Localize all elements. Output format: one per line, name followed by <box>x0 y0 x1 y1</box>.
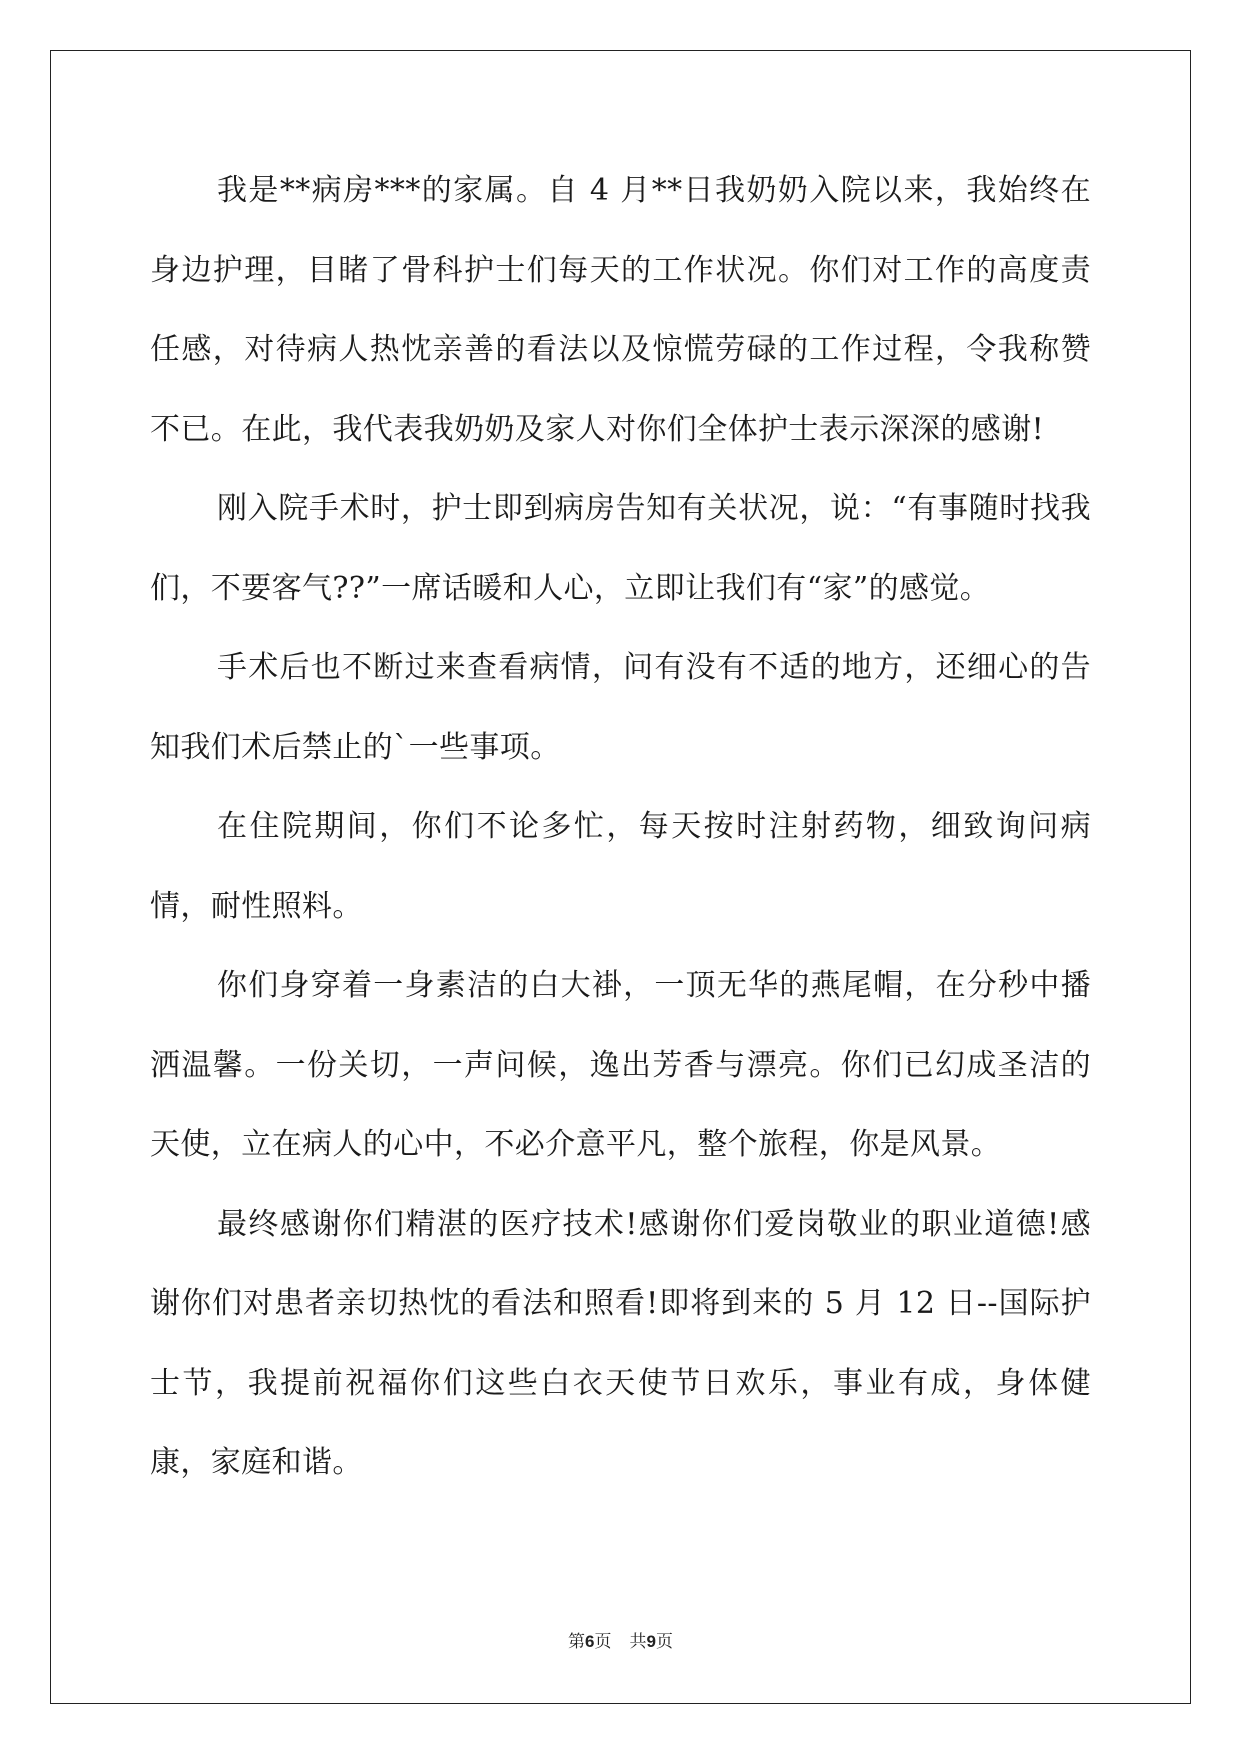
document-body <box>150 151 1091 1503</box>
paragraph: 我是**病房***的家属。自 4 月**日我奶奶入院以来，我始终在身边护理，目睹了骨科护士们每天的工作状况。你们对工作的高度责任感，对待病人热忱亲善的看法以及惊慌劳碌的工作过程，令我称赞不已。在此，我代表我奶奶及家人对你们全体护士表示深深的感谢! <box>150 173 1091 447</box>
total-page-count: 9 <box>646 1632 656 1651</box>
total-pages-suffix: 页 <box>655 1632 673 1652</box>
paragraph: 你们身穿着一身素洁的白大褂，一顶无华的燕尾帽，在分秒中播洒温馨。一份关切，一声问候，逸出芳香与漂亮。你们已幻成圣洁的天使，立在病人的心中，不必介意平凡，整个旅程，你是风景。 <box>150 968 1091 1162</box>
page-footer <box>0 1627 1241 1652</box>
paragraph: 最终感谢你们精湛的医疗技术!感谢你们爱岗敬业的职业道德!感谢你们对患者亲切热忱的看法和照看!即将到来的 5 月 12 日--国际护士节，我提前祝福你们这些白衣天使节日欢乐，事业有成，身体健康，家庭和谐。 <box>150 1206 1091 1480</box>
page-number-prefix: 第 <box>568 1632 586 1652</box>
paragraph: 刚入院手术时，护士即到病房告知有关状况，说：“有事随时找我们，不要客气??”一席话暖和人心，立即让我们有“家”的感觉。 <box>150 491 1091 606</box>
total-pages-prefix: 共 <box>629 1632 647 1652</box>
paragraph: 在住院期间，你们不论多忙，每天按时注射药物，细致询问病情，耐性照料。 <box>150 809 1091 924</box>
current-page-number: 6 <box>585 1632 595 1651</box>
paragraph: 手术后也不断过来查看病情，问有没有不适的地方，还细心的告知我们术后禁止的`一些事项。 <box>150 650 1091 765</box>
page-number-suffix: 页 <box>594 1632 612 1652</box>
